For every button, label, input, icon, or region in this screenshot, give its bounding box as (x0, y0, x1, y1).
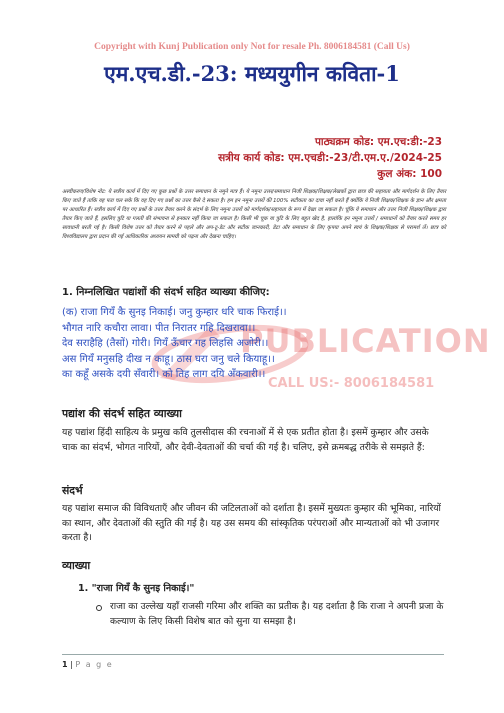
section-body-explanation: यह पद्यांश हिंदी साहित्य के प्रमुख कवि तुलसीदास की रचनाओं में से एक प्रतीत होता है। इसमें कुम्हार और उसके चाक का संदर्भ, भोगत नारियों, और देवी-देवताओं की चर्चा की गई है। चलिए, इसे क्रमबद्ध तरीके से समझते हैं: (62, 427, 429, 453)
verse-line: देव सराहैहि (तैसों) गोरी। गियँ ऊँचार गह लिहसि अजोरी।। (62, 338, 269, 350)
verse-block (62, 305, 452, 383)
copyright-header: Copyright with Kunj Publication only Not for resale Ph. 8006184581 (Call Us) (94, 42, 410, 52)
bullet-circle-icon (96, 605, 102, 611)
section-title-interpretation: व्याख्या (62, 559, 91, 572)
item-title: 1. "राजा गियँ कै सुनइ निकाई।" (78, 583, 195, 594)
page-label: P a g e (75, 660, 114, 669)
page-footer (62, 660, 113, 669)
watermark-call: CALL US:- 8006184581 (268, 376, 435, 391)
disclaimer-note: अस्वीकरण/विशेष नोट: ये सत्रीय कार्य में दिए गए कुछ प्रश्नों के उत्तर समाधान के नमूने मात्र हैं। ये नमूना उत्तर/समाधान निजी शिक्षक/शिक्षक/लेखकों द्वारा छात्र की सहायता और मार्गदर्शन के लिए तैयार किए जाते हैं ताकि यह पता चल सके कि वह दिए गए प्रश्नों का उत्तर कैसे दे सकता है। हम इन नमूना उत्तरों की 100% सटीकता का दावा नहीं करते हैं क्योंकि ये निजी शिक्षक/शिक्षक के ज्ञान और क्षमता पर आधारित हैं। सत्रीय कार्य में दिए गए प्रश्नों के उत्तर तैयार करने के संदर्भ के लिए नमूना उत्तरों को मार्गदर्शक/सहायता के रूप में देखा जा सकता है। चूंकि ये समाधान और उत्तर निजी शिक्षक/शिक्षक द्वारा तैयार किए जाते हैं, इसलिए त्रुटि या गलती की संभावना से इनकार नहीं किया जा सकता है। किसी भी चूक या त्रुटि के लिए बहुत खेद है, हालांकि इन नमूना उत्तरों / समाधानों को तैयार करते समय हर सावधानी बरती गई है। किसी विशेष उत्तर को तैयार करने से पहले और अप-टू-डेट और सटीक जानकारी, डेटा और समाधान के लिए कृपया अपने स्वयं के शिक्षक/शिक्षक से परामर्श लें। छात्र को विश्वविद्यालय द्वारा प्रदान की गई आधिकारिक अध्ययन सामग्री को पढ़ना और देखना चाहिए। (62, 189, 446, 240)
section-title-explanation: पद्यांश की संदर्भ सहित व्याख्या (62, 407, 182, 420)
list-item (96, 600, 448, 629)
page-separator: | (67, 660, 76, 669)
assignment-code: सत्रीय कार्य कोड: एम.एचडी:-23/टी.एम.ए./2024-25 (218, 152, 442, 164)
verse-line: (क) राजा गियँ कै सुनइ निकाई। जनु कुम्हार धरि चाक फिराई।। (62, 307, 287, 318)
total-marks: कुल अंक: 100 (377, 168, 442, 180)
verse-line: का कहूँ असके दयी सँवारी। को तिह लाग दयि अँकवारी।। (62, 369, 266, 381)
watermark-text: PUBLICATION (240, 322, 491, 360)
page-number: 1 (62, 660, 68, 669)
verse-line: अस गियँ मनुसहि दीख न काहू। ठास घरा जनु चले कियाहू।। (62, 353, 275, 365)
bullet-text: राजा का उल्लेख यहाँ राजसी गरिमा और शक्ति का प्रतीक है। यह दर्शाता है कि राजा ने अपनी प्रजा के कल्याण के लिए किसी विशेष बात को सुना या समझा है। (110, 601, 444, 627)
section-body-context: यह पद्यांश समाज की विविधताएँ और जीवन की जटिलताओं को दर्शाता है। इसमें मुख्यतः कुम्हार की भूमिका, नारियों का स्थान, और देवताओं की स्तुति की गई है। यह उस समय की सांस्कृतिक परंपराओं और मान्यताओं को भी उजागर करता है। (62, 503, 441, 543)
page-title: एम.एच.डी.-23: मध्ययुगीन कविता-1 (104, 61, 400, 86)
footer-divider (62, 654, 444, 655)
question-heading: 1. निम्नलिखित पद्यांशों की संदर्भ सहित व्याख्या कीजिए: (62, 287, 270, 298)
verse-line: भौगत नारि कचौरा लावा। पीत निरातर गहि दिखरावा।। (62, 322, 256, 334)
section-title-context: संदर्भ (62, 484, 83, 497)
course-code: पाठ्यक्रम कोड: एम.एच:डी:-23 (314, 136, 442, 148)
